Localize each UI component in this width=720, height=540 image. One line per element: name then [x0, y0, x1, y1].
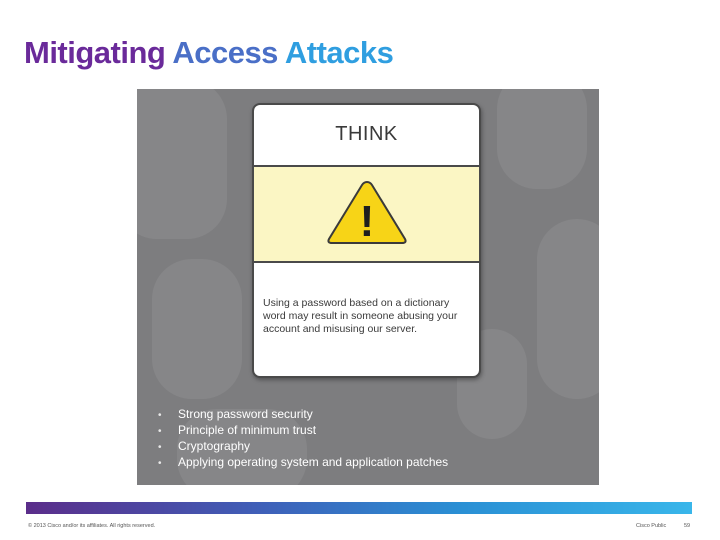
list-item — [158, 439, 448, 455]
slide-title — [24, 36, 393, 70]
page-number: 59 — [684, 523, 691, 529]
title-word: Mitigating — [24, 35, 166, 70]
mitigation-list — [158, 407, 448, 471]
title-word: Attacks — [284, 35, 394, 70]
list-item — [158, 455, 448, 471]
card-message: Using a password based on a dictionary word may result in someone abusing your account and misusing our server. — [263, 297, 458, 335]
list-item — [158, 423, 448, 439]
bullet-marker: • — [158, 442, 162, 453]
bullet-marker: • — [158, 426, 162, 437]
warning-triangle-icon — [326, 178, 408, 246]
warning-mark: ! — [359, 197, 375, 246]
footer-copyright: © 2013 Cisco and/or its affiliates. All rights reserved. — [28, 523, 156, 529]
title-word: Access — [172, 35, 278, 70]
footer-gradient-bar — [26, 502, 692, 514]
card-title: THINK — [335, 123, 398, 145]
list-item-text: Principle of minimum trust — [178, 423, 317, 437]
card-header — [254, 105, 479, 167]
list-item-text: Cryptography — [178, 439, 251, 453]
bullet-marker: • — [158, 410, 162, 421]
footer-classification: Cisco Public — [636, 523, 667, 529]
list-item-text: Applying operating system and application patches — [178, 455, 449, 469]
think-card — [252, 103, 481, 378]
warning-band — [254, 167, 479, 263]
list-item — [158, 407, 448, 423]
bullet-marker: • — [158, 458, 162, 469]
list-item-text: Strong password security — [178, 407, 313, 421]
